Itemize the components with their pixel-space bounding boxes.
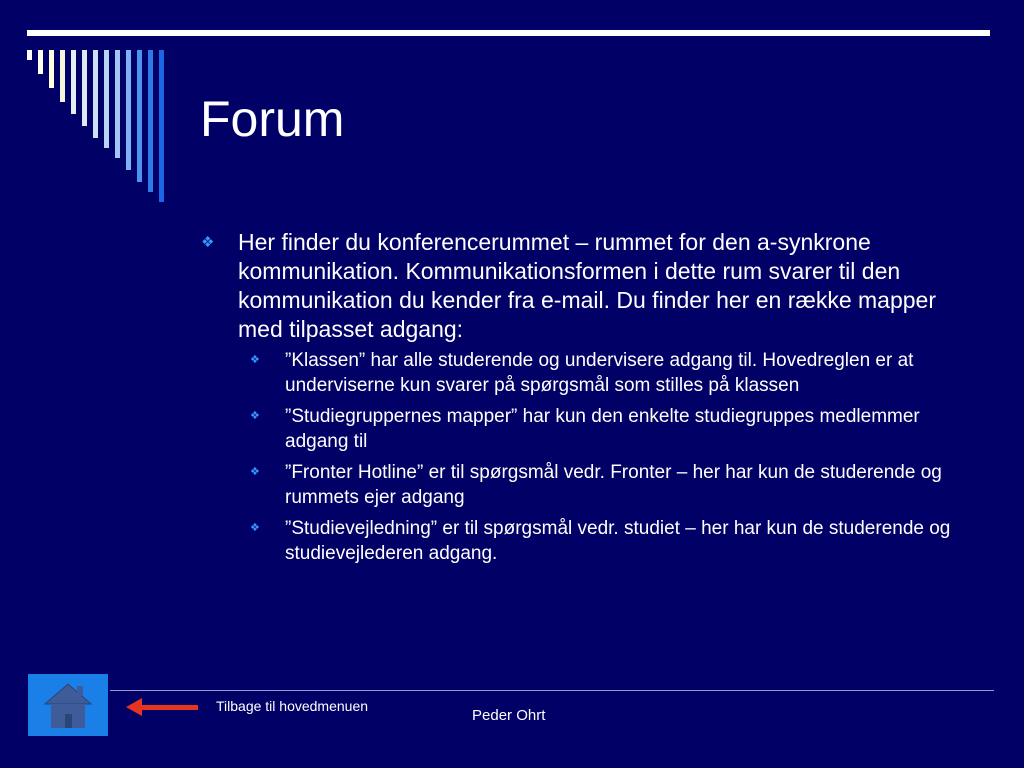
stripe (115, 50, 120, 158)
slide-content (200, 228, 970, 572)
sub-bullet (250, 516, 970, 566)
sub-bullet (250, 404, 970, 454)
home-icon (28, 674, 108, 736)
bullet-diamond-icon: ❖ (250, 466, 260, 478)
bullet-diamond-icon: ❖ (250, 522, 260, 534)
stripe (93, 50, 98, 138)
sub-bullet-text: ”Studievejledning” er til spørgsmål vedr. studiet – her har kun de studerende og studievejlederen adgang. (285, 518, 951, 564)
stripe (159, 50, 164, 202)
sub-bullet (250, 348, 970, 398)
sub-bullet-text: ”Klassen” har alle studerende og undervisere adgang til. Hovedreglen er at underviserne kun svarer på spørgsmål som stilles på klassen (285, 350, 914, 396)
stripe (137, 50, 142, 182)
main-bullet (200, 228, 970, 344)
sub-bullet (250, 460, 970, 510)
home-button[interactable] (28, 674, 108, 736)
stripe (27, 50, 32, 60)
stripe (60, 50, 65, 102)
back-to-main-menu-link[interactable]: Tilbage til hovedmenuen (216, 698, 369, 714)
stripe (49, 50, 54, 88)
stripe (104, 50, 109, 148)
stripe (148, 50, 153, 192)
sub-bullet-text: ”Fronter Hotline” er til spørgsmål vedr. Fronter – her har kun de studerende og rummets ejer adgang (285, 462, 942, 508)
back-arrow-button[interactable] (124, 696, 200, 718)
sub-bullet-text: ”Studiegruppernes mapper” har kun den enkelte studiegruppes medlemmer adgang til (285, 406, 920, 452)
bullet-diamond-icon: ❖ (250, 410, 260, 422)
main-bullet-text: Her finder du konferencerummet – rummet for den a-synkrone kommunikation. Kommunikationsformen i dette rum svarer til den kommunikation du kender fra e-mail. Du finder her en række mapper med tilpasset adgang: (238, 229, 936, 342)
stripe (71, 50, 76, 114)
stripe (126, 50, 131, 170)
footer-author: Peder Ohrt (472, 707, 546, 724)
footer-rule (110, 690, 994, 691)
bullet-diamond-icon: ❖ (201, 234, 215, 251)
stripe (38, 50, 43, 74)
left-arrow-icon (124, 696, 200, 718)
bullet-diamond-icon: ❖ (250, 354, 260, 366)
slide-title: Forum (200, 91, 345, 147)
stripe (82, 50, 87, 126)
decorative-stripes (0, 0, 180, 210)
